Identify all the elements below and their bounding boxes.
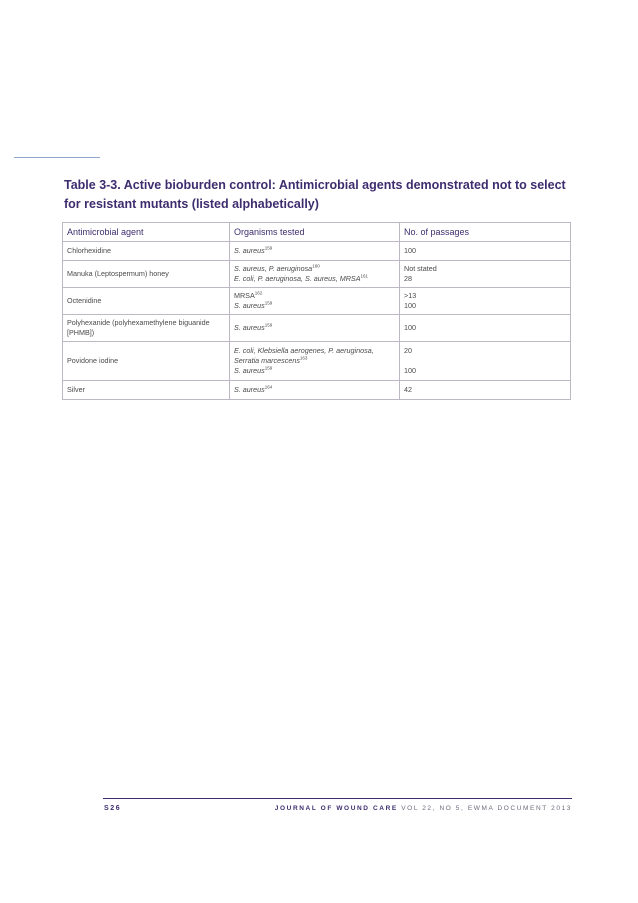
organism-entry <box>234 323 395 333</box>
organism-entry <box>234 346 395 356</box>
organism-name: S. aureus <box>234 246 265 255</box>
organism-name: Serratia marcescens <box>234 356 300 365</box>
agent-cell: Polyhexanide (polyhexamethylene biguanide [PHMB]) <box>63 315 230 342</box>
agent-cell: Octenidine <box>63 288 230 315</box>
passages-cell <box>400 381 571 400</box>
passage-value: 100 <box>404 246 416 255</box>
organism-entry <box>234 356 395 366</box>
organism-name: S. aureus <box>234 323 265 332</box>
reference-superscript: 159 <box>264 365 273 371</box>
organism-name: MRSA <box>234 291 255 300</box>
table-row <box>63 315 571 342</box>
page-number: S26 <box>104 805 122 812</box>
passages-cell <box>400 315 571 342</box>
organisms-cell <box>230 381 400 400</box>
passage-value: 28 <box>404 274 412 283</box>
reference-superscript: 163 <box>299 355 308 361</box>
agent-cell: Povidone iodine <box>63 342 230 381</box>
table-row <box>63 242 571 261</box>
passages-cell <box>400 261 571 288</box>
passage-value <box>404 356 566 366</box>
reference-superscript: 159 <box>264 245 273 251</box>
passage-value: 42 <box>404 385 412 394</box>
organism-name: S. aureus <box>234 385 265 394</box>
passages-cell <box>400 288 571 315</box>
organism-entry <box>234 366 395 376</box>
agent-cell: Silver <box>63 381 230 400</box>
organism-entry <box>234 274 395 284</box>
volume-info: VOL 22, NO 5, EWMA DOCUMENT 2013 <box>401 805 572 812</box>
organism-name: S. aureus, P. aeruginosa <box>234 264 313 273</box>
organism-entry <box>234 291 395 301</box>
reference-superscript: 164 <box>264 384 273 390</box>
organism-name: E. coli, P. aeruginosa, S. aureus, MRSA <box>234 274 361 283</box>
table-row <box>63 381 571 400</box>
passage-value: >13 <box>404 291 417 300</box>
journal-footer <box>275 805 572 812</box>
organism-name: S. aureus <box>234 366 265 375</box>
column-header-passages: No. of passages <box>400 223 571 242</box>
passage-value: 20 <box>404 346 412 355</box>
organism-entry <box>234 301 395 311</box>
organism-entry <box>234 385 395 395</box>
organisms-cell <box>230 261 400 288</box>
organisms-cell <box>230 342 400 381</box>
passage-value: 100 <box>404 301 416 310</box>
passage-value: Not stated <box>404 264 437 273</box>
organisms-cell <box>230 315 400 342</box>
agent-cell: Manuka (Leptospermum) honey <box>63 261 230 288</box>
antimicrobial-table <box>62 222 571 400</box>
footer-rule <box>103 798 572 799</box>
passages-cell <box>400 242 571 261</box>
reference-superscript: 159 <box>264 300 273 306</box>
table-row <box>63 342 571 381</box>
organism-entry <box>234 246 395 256</box>
journal-name: JOURNAL OF WOUND CARE <box>274 805 398 812</box>
organisms-cell <box>230 242 400 261</box>
organisms-cell <box>230 288 400 315</box>
organism-name: E. coli, Klebsiella aerogenes, P. aeruginosa, <box>234 346 374 355</box>
reference-superscript: 162 <box>254 290 263 296</box>
passages-cell <box>400 342 571 381</box>
reference-superscript: 159 <box>264 322 273 328</box>
agent-cell: Chlorhexidine <box>63 242 230 261</box>
column-header-agent: Antimicrobial agent <box>63 223 230 242</box>
table-caption: Table 3-3. Active bioburden control: Antimicrobial agents demonstrated not to select for resistant mutants (listed alphabetically) <box>64 178 566 211</box>
column-header-organisms: Organisms tested <box>230 223 400 242</box>
organism-entry <box>234 264 395 274</box>
accent-rule <box>14 157 100 158</box>
reference-superscript: 161 <box>360 273 369 279</box>
reference-superscript: 160 <box>312 263 320 269</box>
passage-value: 100 <box>404 323 416 332</box>
organism-name: S. aureus <box>234 301 265 310</box>
table-body <box>63 242 571 400</box>
table-row <box>63 288 571 315</box>
table-header-row <box>63 223 571 242</box>
passage-value: 100 <box>404 366 416 375</box>
table-row <box>63 261 571 288</box>
